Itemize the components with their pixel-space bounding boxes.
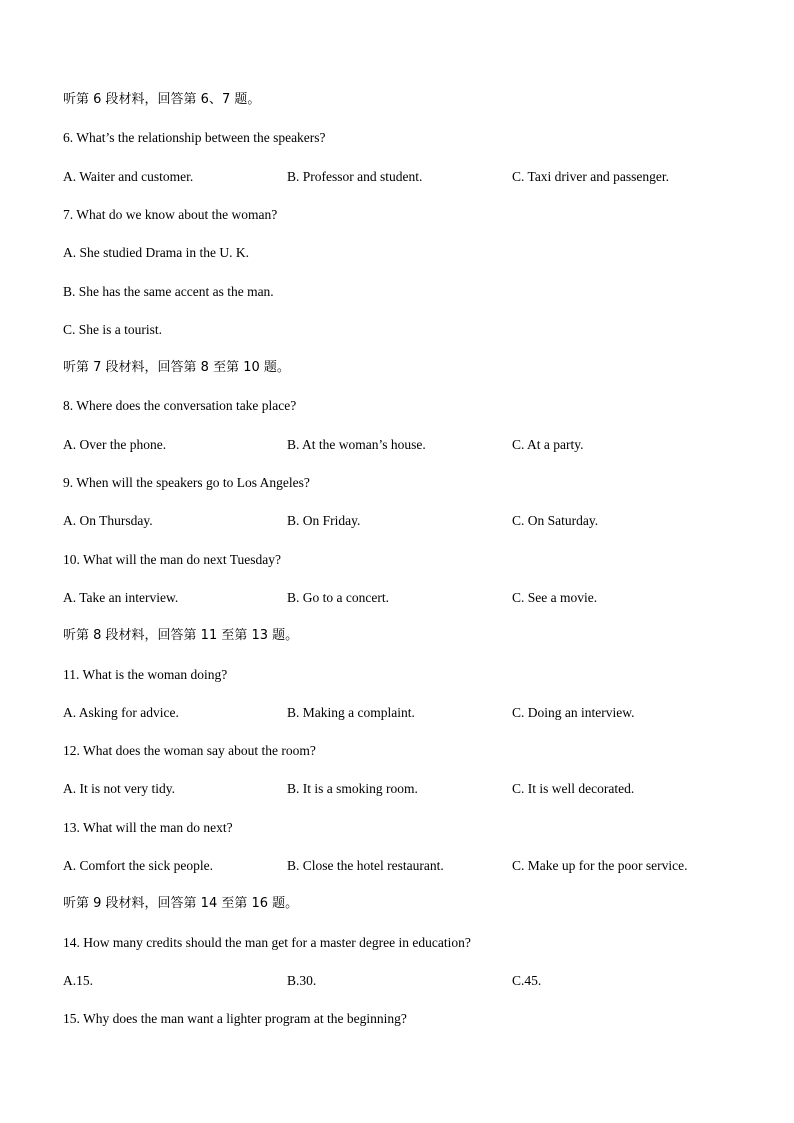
- answer-options: [63, 973, 763, 989]
- answer-option-b: B. Close the hotel restaurant.: [287, 858, 444, 873]
- answer-option-c: C. On Saturday.: [512, 513, 599, 528]
- answer-options: [63, 513, 763, 529]
- answer-options: [63, 169, 763, 185]
- answer-option-a: A. Asking for advice.: [63, 705, 179, 720]
- answer-option-c: C.45.: [512, 973, 542, 988]
- section-heading: 听第 8 段材料，回答第 11 至第 13 题。: [63, 628, 299, 643]
- question-stem: 13. What will the man do next?: [63, 820, 233, 835]
- answer-option-c: C. Make up for the poor service.: [512, 858, 688, 873]
- answer-options: [63, 437, 763, 453]
- answer-option-a: A. She studied Drama in the U. K.: [63, 245, 249, 260]
- answer-option-a: A.15.: [63, 973, 93, 988]
- section-heading: 听第 6 段材料，回答第 6、7 题。: [63, 92, 261, 107]
- answer-option-b: B. Making a complaint.: [287, 705, 415, 720]
- question-stem: 10. What will the man do next Tuesday?: [63, 552, 281, 567]
- answer-option-a: A. On Thursday.: [63, 513, 153, 528]
- section-heading: 听第 7 段材料，回答第 8 至第 10 题。: [63, 360, 290, 375]
- question-stem: 15. Why does the man want a lighter program at the beginning?: [63, 1011, 407, 1026]
- answer-option-b: B. On Friday.: [287, 513, 361, 528]
- section-heading: 听第 9 段材料，回答第 14 至第 16 题。: [63, 896, 299, 911]
- answer-options: [63, 705, 763, 721]
- answer-option-a: A. Over the phone.: [63, 437, 167, 452]
- answer-option-a: A. It is not very tidy.: [63, 781, 175, 796]
- answer-option-b: B. She has the same accent as the man.: [63, 284, 274, 299]
- question-stem: 12. What does the woman say about the room?: [63, 743, 316, 758]
- question-stem: 7. What do we know about the woman?: [63, 207, 278, 222]
- answer-option-a: A. Take an interview.: [63, 590, 179, 605]
- answer-option-c: C. Doing an interview.: [512, 705, 635, 720]
- answer-option-c: C. She is a tourist.: [63, 322, 163, 337]
- answer-option-a: A. Comfort the sick people.: [63, 858, 213, 873]
- question-stem: 9. When will the speakers go to Los Angeles?: [63, 475, 310, 490]
- answer-option-b: B. Professor and student.: [287, 169, 423, 184]
- answer-option-a: A. Waiter and customer.: [63, 169, 194, 184]
- answer-option-c: C. At a party.: [512, 437, 584, 452]
- answer-option-b: B.30.: [287, 973, 317, 988]
- answer-options: [63, 858, 763, 874]
- answer-options: [63, 590, 763, 606]
- answer-options: [63, 781, 763, 797]
- answer-option-c: C. Taxi driver and passenger.: [512, 169, 670, 184]
- question-stem: 8. Where does the conversation take place?: [63, 398, 297, 413]
- question-stem: 11. What is the woman doing?: [63, 667, 228, 682]
- question-stem: 6. What’s the relationship between the speakers?: [63, 130, 326, 145]
- answer-option-b: B. Go to a concert.: [287, 590, 389, 605]
- answer-option-c: C. It is well decorated.: [512, 781, 635, 796]
- question-stem: 14. How many credits should the man get for a master degree in education?: [63, 935, 471, 950]
- answer-option-b: B. It is a smoking room.: [287, 781, 418, 796]
- answer-option-c: C. See a movie.: [512, 590, 598, 605]
- answer-option-b: B. At the woman’s house.: [287, 437, 426, 452]
